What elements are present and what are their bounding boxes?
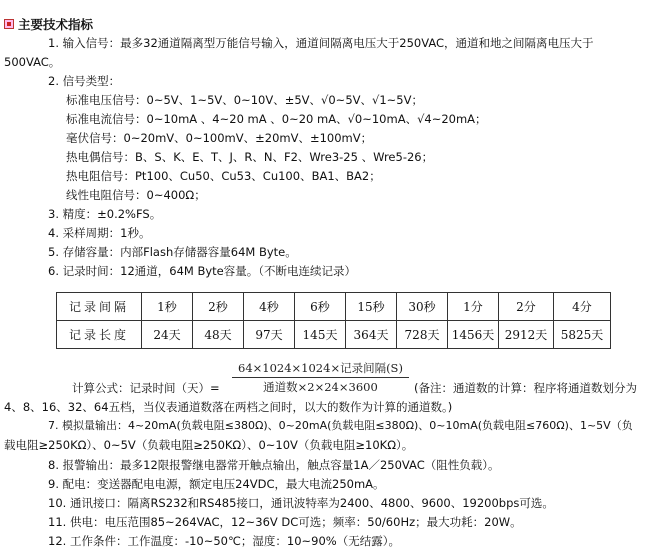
bullet-icon (4, 19, 14, 29)
record-time-table (56, 292, 611, 349)
table-cell: 728天 (397, 321, 448, 349)
spec-7: 7. 模拟量输出：4~20mA(负载电阻≤380Ω)、0~20mA(负载电阻≤380Ω)、0~10mA(负载电阻≤760Ω)、1~5V（负 (48, 419, 633, 432)
table-cell: 15秒 (346, 293, 397, 321)
table-cell: 1456天 (448, 321, 499, 349)
table-cell: 48天 (193, 321, 244, 349)
spec-12: 12. 工作条件：工作温度：-10~50℃；湿度：10~90%（无结露）。 (48, 534, 400, 548)
spec-6: 6. 记录时间：12通道，64M Byte容量。（不断电连续记录） (48, 264, 356, 278)
table-cell: 97天 (244, 321, 295, 349)
table-cell: 5825天 (554, 321, 611, 349)
formula-note: (备注：通道数的计算：程序将通道数划分为 (414, 381, 637, 395)
table-cell: 记录间隔 (57, 293, 142, 321)
formula-fraction (232, 360, 409, 395)
table-cell: 2912天 (499, 321, 554, 349)
table-cell: 6秒 (295, 293, 346, 321)
table-cell: 2秒 (193, 293, 244, 321)
formula-denominator: 通道数×2×24×3600 (263, 380, 378, 394)
table-cell: 2分 (499, 293, 554, 321)
spec-2-resistance: 线性电阻信号：0~400Ω； (66, 188, 206, 202)
table-cell: 记录长度 (57, 321, 142, 349)
table-cell: 1分 (448, 293, 499, 321)
table-row (57, 321, 611, 349)
spec-10: 10. 通讯接口：隔离RS232和RS485接口，通讯波特率为2400、4800、9600、19200bps可选。 (48, 496, 554, 510)
table-cell: 145天 (295, 321, 346, 349)
table-cell: 4分 (554, 293, 611, 321)
table-cell: 364天 (346, 321, 397, 349)
spec-3: 3. 精度：±0.2%FS。 (48, 207, 162, 221)
spec-2: 2. 信号类型： (48, 74, 121, 88)
spec-9: 9. 配电：变送器配电电源，额定电压24VDC，最大电流250mA。 (48, 477, 385, 491)
spec-1-cont: 500VAC。 (4, 55, 61, 69)
spec-5: 5. 存储容量：内部Flash存储器容量64M Byte。 (48, 245, 297, 259)
spec-11: 11. 供电：电压范围85~264VAC，12~36V DC可选；频率：50/60Hz；最大功耗：20W。 (48, 515, 522, 529)
section-heading (4, 15, 93, 33)
heading-text: 主要技术指标 (18, 17, 94, 32)
spec-8: 8. 报警输出：最多12限报警继电器常开触点输出，触点容量1A／250VAC（阻性负载）。 (48, 458, 500, 472)
spec-2-rtd: 热电阻信号：Pt100、Cu50、Cu53、Cu100、BA1、BA2； (66, 169, 381, 183)
spec-1: 1. 输入信号：最多32通道隔离型万能信号输入，通道间隔离电压大于250VAC，通道和地之间隔离电压大于 (48, 36, 594, 50)
spec-4: 4. 采样周期：1秒。 (48, 226, 151, 240)
table-cell: 1秒 (142, 293, 193, 321)
spec-2-voltage: 标准电压信号：0~5V、1~5V、0~10V、±5V、√0~5V、√1~5V； (66, 93, 423, 107)
spec-2-mv: 毫伏信号：0~20mV、0~100mV、±20mV、±100mV； (66, 131, 373, 145)
spec-2-current: 标准电流信号：0~10mA 、4~20 mA 、0~20 mA、√0~10mA、√4~20mA； (66, 112, 487, 126)
table-cell: 24天 (142, 321, 193, 349)
formula-note-cont: 4、8、16、32、64五档，当仪表通道数落在两档之间时，以大的数作为计算的通道数。) (4, 400, 453, 414)
table-row (57, 293, 611, 321)
spec-2-thermocouple: 热电偶信号：B、S、K、E、T、J、R、N、F2、Wre3-25 、Wre5-26； (66, 150, 434, 164)
formula-numerator: 64×1024×1024×记录间隔(S) (238, 361, 403, 375)
formula-label: 计算公式：记录时间（天）= (72, 381, 220, 395)
table-cell: 30秒 (397, 293, 448, 321)
spec-7-cont: 载电阻≥250KΩ）、0~5V（负载电阻≥250KΩ）、0~10V（负载电阻≥10KΩ）。 (4, 438, 414, 452)
table-cell: 4秒 (244, 293, 295, 321)
